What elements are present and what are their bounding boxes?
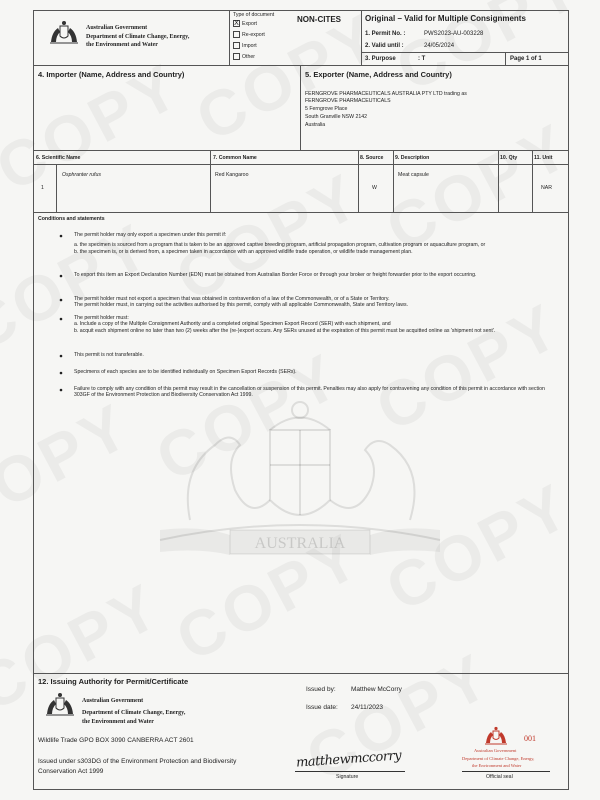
issued-under-line2: Conservation Act 1999 [38,768,104,775]
condition-bullets [57,230,67,400]
seal-gov-name: Australian Government [474,748,517,753]
table-header-common: 7. Common Name [213,155,257,161]
common-name: Red Kangaroo [215,172,249,178]
condition-2: To export this item an Export Declaration Number (EDN) must be obtained from Australian Border Force or through your broker or freight forwarder prior to the export occurring. [74,272,477,278]
bullet-dot [60,275,63,278]
issue-date: 24/11/2023 [351,704,384,711]
department-line1: Department of Climate Change, Energy, [86,34,190,40]
issued-by-label: Issued by: [306,686,336,693]
condition-1: The permit holder may only export a specimen under this permit if: a. the specimen is sourced from a program that is taken to be an approved captive breeding program, artificial propagation program, cultivation program or aquaculture program, or b. the specimen is, or is derived from, a specimen taken in accordance with an approved wildlife trade operation, or wildlife trade management plan. [74,232,486,255]
reexport-checkbox[interactable] [233,31,240,38]
description: Meat capsule [398,172,429,178]
official-seal-label: Official seal [486,774,513,780]
exporter-line: 5 Ferngrove Place [305,106,348,112]
signature: matthewmccorry [295,748,402,771]
coat-of-arms-icon [48,20,80,46]
table-header-scientific: 6. Scientific Name [36,155,81,161]
import-checkbox[interactable] [233,42,240,49]
valid-until: 24/05/2024 [424,43,455,49]
permit-no-label: 1. Permit No. : [365,31,406,37]
conditions-title: Conditions and statements [38,216,105,222]
signature-label: Signature [336,774,359,780]
issue-date-label: Issue date: [306,704,338,711]
authority-department-line2: the Environment and Water [82,719,154,725]
bullet-dot [60,355,63,358]
table-header-description: 9. Description [395,155,430,161]
bullet-dot [60,235,63,238]
issued-under-line1: Issued under s303DG of the Environment Protection and Biodiversity [38,758,237,765]
authority-label: 12. Issuing Authority for Permit/Certificate [38,677,189,686]
page-number: Page 1 of 1 [510,56,542,62]
coat-of-arms-icon [44,692,76,718]
condition-7: Failure to comply with any condition of this permit may result in the cancellation or suspension of this permit. Penalties may also apply for contravening any condition of this permit in accordance with section 303GF of the Environment Protection and Biodiversity Conservation Act 1999. [74,386,545,399]
cites-status: NON-CITES [297,15,341,24]
exporter-line: FERNGROVE PHARMACEUTICALS AUSTRALIA PTY LTD trading as [305,91,467,97]
table-header-unit: 11. Unit [534,155,553,161]
row-index: 1 [41,185,44,191]
table-header-source: 8. Source [360,155,384,161]
permit-title: Original – Valid for Multiple Consignments [365,14,526,23]
purpose-value: : T [418,56,426,62]
authority-department-line1: Department of Climate Change, Energy, [82,710,186,716]
export-checkbox[interactable]: X [234,20,239,27]
doc-type-label: Type of document [233,12,275,18]
doc-type-reexport: Re-export [233,31,265,38]
bullet-dot [60,389,63,392]
exporter-line: FERNGROVE PHARMACEUTICALS [305,98,391,104]
bullet-dot [60,318,63,321]
purpose-label: 3. Purpose [365,56,396,62]
seal-banner-text: AUSTRALIA [254,535,346,552]
gov-name: Australian Government [86,25,148,31]
valid-until-label: 2. Valid until : [365,43,404,49]
authority-address: Wildlife Trade GPO BOX 3090 CANBERRA ACT 2601 [38,737,194,744]
seal-dept-line2: the Environment and Water [472,763,522,768]
doc-type-import: Import [233,42,257,49]
exporter-line: Australia [305,122,326,128]
department-line2: the Environment and Water [86,42,158,48]
scientific-name: Osphranter rufus [62,172,101,178]
doc-type-other: Other [233,53,255,60]
unit: NAR [541,185,552,191]
permit-no: PWS2023-AU-003228 [424,31,484,37]
table-header-qty: 10. Qty [500,155,518,161]
seal-dept-line1: Department of Climate Change, Energy, [462,756,535,761]
importer-label: 4. Importer (Name, Address and Country) [38,70,185,79]
seal-number: 001 [524,734,536,743]
bullet-dot [60,372,63,375]
exporter-label: 5. Exporter (Name, Address and Country) [305,70,452,79]
issued-by: Matthew McCorry [351,686,402,693]
condition-3: The permit holder must not export a specimen that was obtained in contravention of a law of the Commonwealth, or of a State or Territory. The permit holder must, in carrying out the activities authorised by this permit, comply with all applicable Commonwealth, State and Territory laws. [74,296,409,309]
official-seal-crest-icon [483,726,509,746]
condition-5: This permit is not transferable. [74,352,144,358]
doc-type-export: X Export [234,20,257,27]
authority-gov-name: Australian Government [82,698,144,704]
source-code: W [372,185,377,191]
condition-6: Specimens of each species are to be identified individually on Specimen Export Records (SERs). [74,369,297,375]
other-checkbox[interactable] [233,53,240,60]
exporter-line: South Granville NSW 2142 [305,114,367,120]
bullet-dot [60,299,63,302]
condition-4: The permit holder must: a. Include a copy of the Multiple Consignment Authority and a completed original Specimen Export Record (SER) with each shipment, and b. acquit each shipment online no later than two (2) weeks after the (re-)export occurs. Any SERs unused at the expiration of this permit must be acquitted online as 'shipment not sent'. [74,315,496,334]
